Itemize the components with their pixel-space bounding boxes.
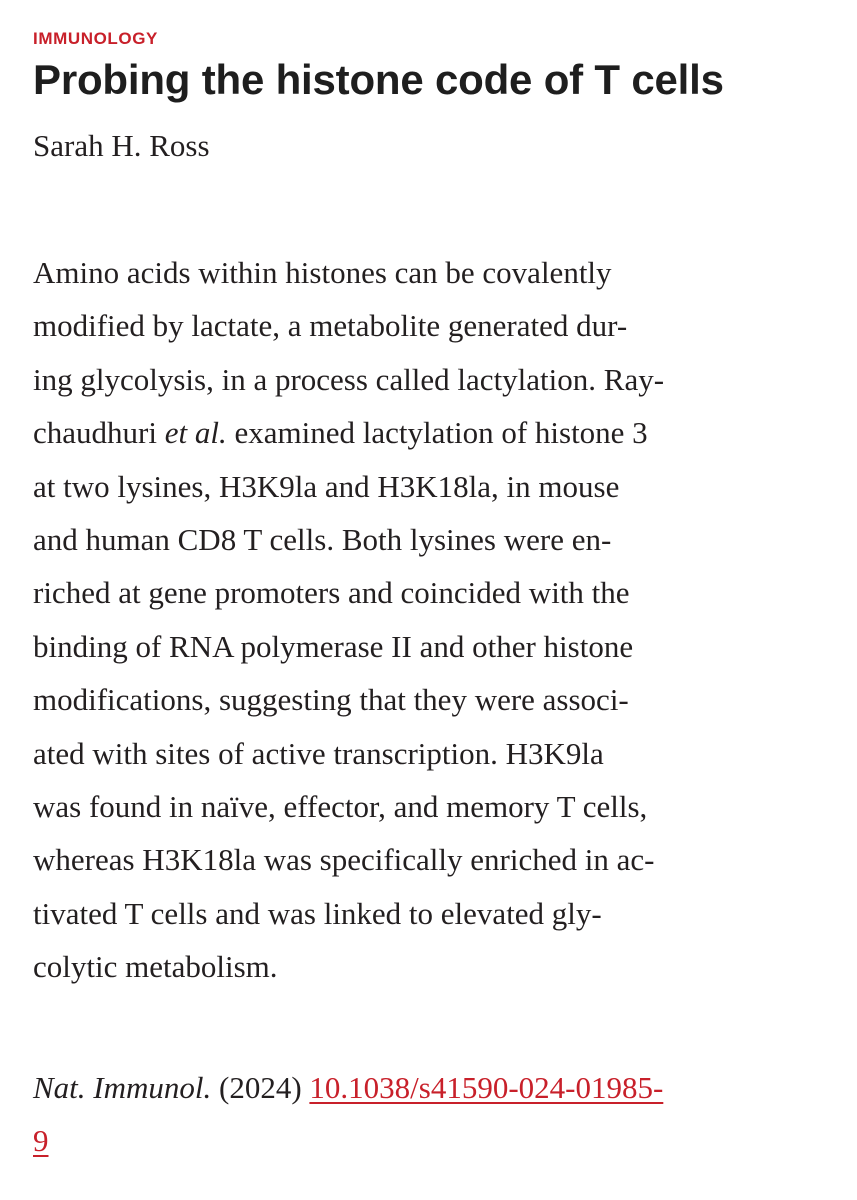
journal-name: Nat. Immunol. — [33, 1070, 212, 1105]
citation-year: (2024) — [219, 1070, 302, 1105]
article-body — [33, 246, 823, 994]
body-text-fragment: examined lactylation of histone 3 — [226, 415, 648, 451]
section-label: IMMUNOLOGY — [33, 29, 158, 48]
article-title: Probing the histone code of T cells — [33, 56, 724, 103]
body-line: modified by lactate, a metabolite generated dur- — [33, 308, 628, 344]
et-al-italic: et al. — [164, 415, 227, 451]
body-line: was found in naïve, effector, and memory T cells, — [33, 789, 648, 825]
body-line: modifications, suggesting that they were associ- — [33, 682, 629, 718]
author-name: Sarah H. Ross — [33, 128, 210, 163]
doi-link-continued[interactable]: 9 — [33, 1123, 49, 1158]
body-line: ated with sites of active transcription. H3K9la — [33, 735, 604, 771]
doi-link[interactable]: 10.1038/s41590-024-01985- — [309, 1070, 664, 1105]
body-line: and human CD8 T cells. Both lysines were en- — [33, 522, 612, 558]
body-line: riched at gene promoters and coincided with the — [33, 575, 630, 611]
citation-line — [33, 1061, 833, 1114]
body-line: ing glycolysis, in a process called lactylation. Ray- — [33, 361, 665, 397]
citation-line — [33, 1114, 833, 1167]
body-line — [33, 406, 823, 459]
body-line: at two lysines, H3K9la and H3K18la, in mouse — [33, 468, 620, 504]
body-line: binding of RNA polymerase II and other histone — [33, 628, 634, 664]
body-line: Amino acids within histones can be covalently — [33, 255, 612, 290]
body-line: colytic metabolism. — [33, 949, 278, 985]
body-text-fragment: chaudhuri — [33, 415, 165, 451]
citation — [33, 1061, 833, 1167]
body-line: tivated T cells and was linked to elevated gly- — [33, 895, 602, 931]
body-line: whereas H3K18la was specifically enriched in ac- — [33, 842, 655, 878]
